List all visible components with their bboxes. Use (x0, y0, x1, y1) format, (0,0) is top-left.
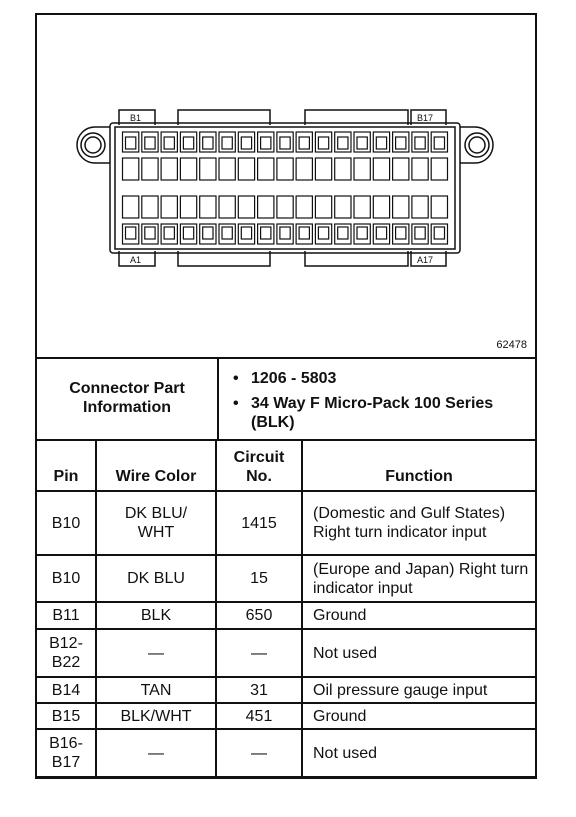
pin-terminal (126, 137, 136, 149)
function-cell: (Europe and Japan) Right turn indicator input (302, 555, 535, 602)
pin-cavity (373, 196, 389, 218)
pin-terminal (183, 137, 193, 149)
pin-cavity (219, 196, 235, 218)
pin-label-a1: A1 (130, 255, 142, 265)
pin-terminal (415, 227, 425, 239)
pin-cell (37, 629, 96, 677)
pin-terminal (434, 137, 444, 149)
header-wire-color: Wire Color (96, 439, 216, 491)
function-cell: (Domestic and Gulf States) Right turn indicator input (302, 491, 535, 555)
pin-cavity (277, 196, 293, 218)
pin-cavity (335, 158, 351, 180)
pin-terminal (183, 227, 193, 239)
pin-terminal (299, 137, 309, 149)
table-row (37, 703, 535, 729)
pin-cavity (354, 196, 370, 218)
bullet-icon: • (233, 370, 239, 387)
circuit-cell: 31 (216, 677, 302, 703)
pin-cavity (335, 196, 351, 218)
pin-terminal (357, 137, 367, 149)
circuit-cell: 650 (216, 602, 302, 629)
pin-cavity (315, 158, 331, 180)
pin-terminal (241, 227, 251, 239)
pin-terminal (261, 227, 271, 239)
part-description-text: 34 Way F Micro-Pack 100 Series (BLK) (251, 395, 494, 431)
wire-color-cell: BLK/WHT (96, 703, 216, 729)
circuit-cell: — (216, 629, 302, 677)
pin-cell (37, 729, 96, 777)
pin-cell: B15 (37, 703, 96, 729)
pin-cavity (142, 158, 158, 180)
pin-cavity (431, 158, 447, 180)
circuit-cell: 1415 (216, 491, 302, 555)
pin-cavity (412, 158, 428, 180)
header-circuit-text: Circuit No. (233, 449, 285, 485)
header-pin: Pin (37, 439, 96, 491)
pin-cavity (393, 196, 409, 218)
pin-cavity (296, 196, 312, 218)
pin-terminal (434, 227, 444, 239)
pin-terminal (145, 137, 155, 149)
pin-terminal (415, 137, 425, 149)
pin-cavity (142, 196, 158, 218)
wire-color-cell: — (96, 729, 216, 777)
pin-text: B12- B22 (49, 635, 83, 671)
figure-number: 62478 (496, 339, 527, 351)
pin-terminal (222, 227, 232, 239)
pin-terminal (396, 137, 406, 149)
table-row (37, 729, 535, 777)
pin-terminal (261, 137, 271, 149)
wire-color-cell: TAN (96, 677, 216, 703)
pin-terminal (376, 137, 386, 149)
pin-terminal (318, 137, 328, 149)
pin-terminal (203, 227, 213, 239)
pin-cavity (373, 158, 389, 180)
pin-terminal (318, 227, 328, 239)
pin-terminal (396, 227, 406, 239)
table-header-row (37, 439, 535, 491)
pin-cavity (200, 158, 216, 180)
wire-color-cell (96, 491, 216, 555)
pin-cell: B10 (37, 491, 96, 555)
pin-cavity (238, 196, 254, 218)
part-description (233, 394, 523, 432)
pin-cavity (431, 196, 447, 218)
pin-cavity (123, 196, 139, 218)
circuit-cell: — (216, 729, 302, 777)
wire-color-cell: BLK (96, 602, 216, 629)
function-cell: Ground (302, 602, 535, 629)
pin-cavity (123, 158, 139, 180)
pin-text: B16- B17 (49, 735, 83, 771)
pin-terminal (338, 227, 348, 239)
table-row (37, 602, 535, 629)
function-cell: Not used (302, 729, 535, 777)
pin-cavity (180, 196, 196, 218)
pin-cell: B10 (37, 555, 96, 602)
header-function: Function (302, 439, 535, 491)
connector-diagram (37, 15, 535, 359)
wire-color-cell: — (96, 629, 216, 677)
pin-terminal (280, 227, 290, 239)
pin-cavity (258, 158, 274, 180)
pin-terminal (126, 227, 136, 239)
pin-cavity (219, 158, 235, 180)
pin-cell: B14 (37, 677, 96, 703)
pin-cavity (200, 196, 216, 218)
pin-terminal (357, 227, 367, 239)
circuit-cell: 451 (216, 703, 302, 729)
connector-drawing (37, 15, 535, 357)
table-row (37, 677, 535, 703)
pin-cell: B11 (37, 602, 96, 629)
function-cell: Oil pressure gauge input (302, 677, 535, 703)
connector-sheet (35, 13, 537, 779)
part-number-text: 1206 - 5803 (251, 370, 337, 387)
pin-cavity (258, 196, 274, 218)
pin-label-b17: B17 (417, 113, 434, 123)
pin-terminal (241, 137, 251, 149)
pin-label-b1: B1 (130, 113, 142, 123)
pin-terminal (164, 227, 174, 239)
pin-cavity (180, 158, 196, 180)
function-cell: Not used (302, 629, 535, 677)
bullet-icon: • (233, 395, 239, 412)
pin-cavity (277, 158, 293, 180)
wire-color-cell: DK BLU (96, 555, 216, 602)
circuit-cell: 15 (216, 555, 302, 602)
pin-terminal (376, 227, 386, 239)
table-row (37, 491, 535, 555)
pin-terminal (222, 137, 232, 149)
pin-label-a17: A17 (417, 255, 434, 265)
pin-cavity (296, 158, 312, 180)
pin-cavity (238, 158, 254, 180)
table-row (37, 555, 535, 602)
pin-cavity (354, 158, 370, 180)
header-circuit (216, 439, 302, 491)
pin-terminal (145, 227, 155, 239)
pin-terminal (280, 137, 290, 149)
part-number (233, 369, 523, 388)
pin-terminal (338, 137, 348, 149)
connector-part-info-label: Connector Part Information (37, 357, 219, 439)
pin-terminal (164, 137, 174, 149)
pin-cavity (315, 196, 331, 218)
connector-part-info (37, 357, 535, 441)
table-row (37, 629, 535, 677)
pin-cavity (412, 196, 428, 218)
pin-cavity (161, 196, 177, 218)
connector-part-list (233, 369, 523, 438)
pin-cavity (393, 158, 409, 180)
pin-cavity (161, 158, 177, 180)
pinout-table (37, 439, 535, 778)
pin-terminal (203, 137, 213, 149)
wire-color-text: DK BLU/ WHT (124, 505, 188, 541)
function-cell: Ground (302, 703, 535, 729)
pin-terminal (299, 227, 309, 239)
